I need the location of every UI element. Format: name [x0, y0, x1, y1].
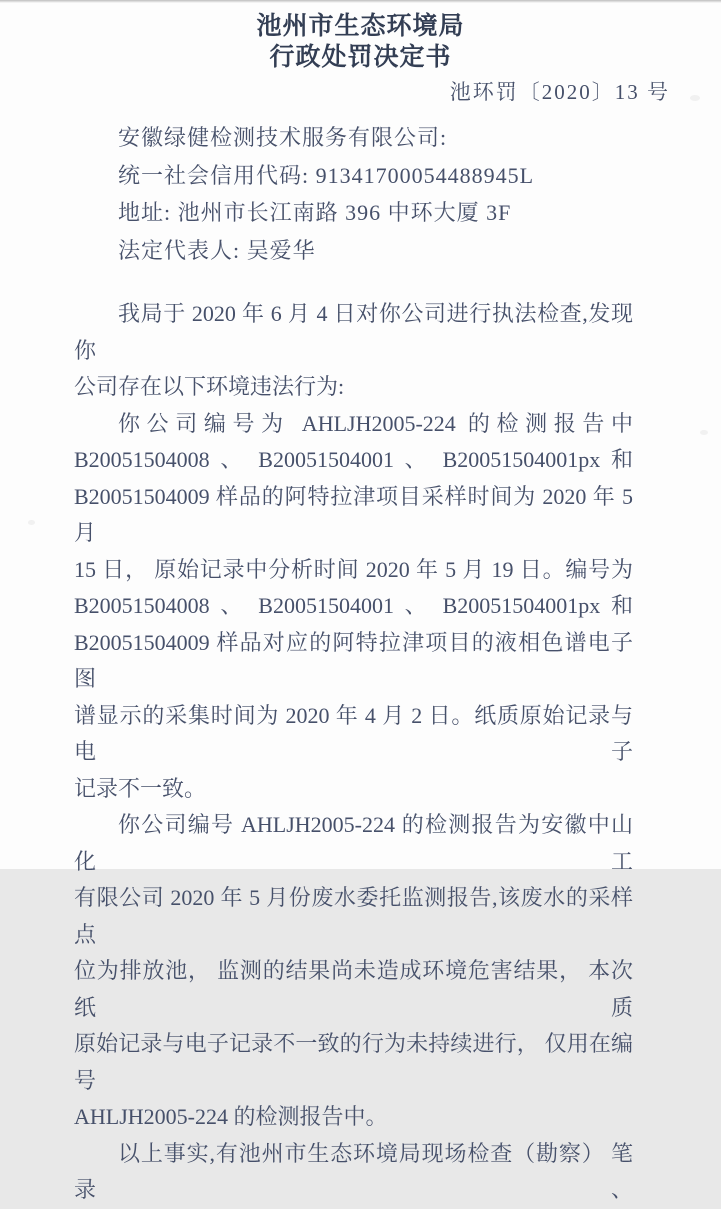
body-line: 你公司编号 AHLJH2005-224 的检测报告为安徽中山化工 — [74, 812, 633, 874]
body-line: B20051504008 、 B20051504001 、 B20051504001px 和 — [74, 593, 633, 618]
body-line: 原始记录与电子记录不一致的行为未持续进行， 仅用在编号 — [74, 1031, 633, 1093]
body-line: 我局于 2020 年 6 月 4 日对你公司进行执法检查,发现你 — [74, 301, 633, 363]
body-line: B20051504009 样品对应的阿特拉津项目的液相色谱电子图 — [74, 629, 633, 691]
recipient-credit-code: 统一社会信用代码: 91341700054488945L — [118, 162, 535, 188]
body-line: 你公司编号为 AHLJH2005-224 的检测报告中 — [118, 410, 633, 436]
issuing-authority-title: 池州市生态环境局 — [256, 13, 465, 40]
body-line: 记录不一致。 — [74, 775, 207, 801]
body-line: 有限公司 2020 年 5 月份废水委托监测报告,该废水的采样点 — [74, 885, 633, 947]
recipient-address: 地址: 池州市长江南路 396 中环大厦 3F — [118, 200, 512, 225]
body-line: 以上事实,有池州市生态环境局现场检查（勘察） 笔录、 — [74, 1140, 633, 1202]
recipient-info-block — [0, 119, 721, 269]
document-type-title: 行政处罚决定书 — [269, 44, 452, 71]
document-number: 池环罚〔2020〕13 号 — [449, 80, 670, 104]
document-body — [0, 296, 721, 1209]
recipient-company-name: 安徽绿健检测技术服务有限公司: — [118, 125, 448, 150]
body-line: B20051504008 、 B20051504001 、 B20051504001px 和 — [74, 447, 633, 472]
recipient-legal-representative: 法定代表人: 吴爱华 — [118, 237, 316, 263]
document-header — [0, 0, 721, 73]
body-line: 谱显示的采集时间为 2020 年 4 月 2 日。纸质原始记录与电子 — [74, 702, 633, 764]
body-line: 15 日， 原始记录中分析时间 2020 年 5 月 19 日。编号为 — [74, 556, 633, 582]
body-line: 位为排放池， 监测的结果尚未造成环境危害结果， 本次纸质 — [74, 958, 633, 1020]
body-line: B20051504009 样品的阿特拉津项目采样时间为 2020 年 5 月 — [74, 483, 633, 545]
body-line: 公司存在以下环境违法行为: — [74, 374, 345, 399]
body-line: AHLJH2005-224 的检测报告中。 — [74, 1104, 388, 1129]
scan-edge-artifact — [0, 0, 721, 3]
